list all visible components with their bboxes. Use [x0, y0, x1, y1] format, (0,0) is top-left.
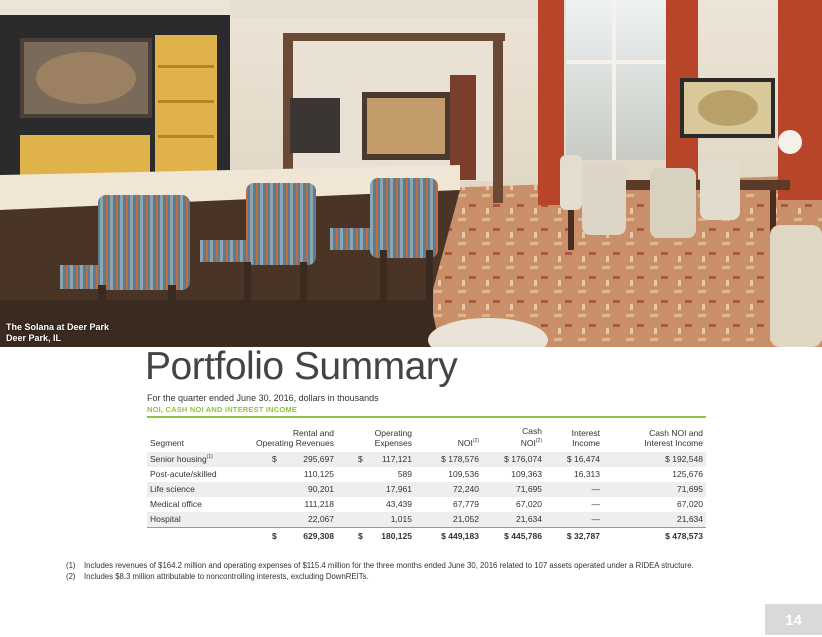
noi-cell: 109,536	[415, 467, 482, 482]
cash-noi-cell: 109,363	[482, 467, 545, 482]
total-interest-income-cell: $ 32,787	[545, 527, 603, 545]
footnote-2	[66, 572, 706, 582]
interest-income-cell: 16,313	[545, 467, 603, 482]
expenses-cell: 1,015	[337, 512, 415, 528]
segment-cell: Hospital	[147, 512, 239, 528]
table-total-row	[147, 527, 706, 545]
caption-location: The Solana at Deer Park	[6, 322, 110, 332]
page-title: Portfolio Summary	[145, 345, 458, 388]
expenses-cell: $ 117,121	[337, 452, 415, 467]
cash-noi-interest-cell: 67,020	[603, 497, 706, 512]
cash-noi-cell: 67,020	[482, 497, 545, 512]
cash-noi-interest-cell: 71,695	[603, 482, 706, 497]
footnote-text: Includes revenues of $164.2 million and operating expenses of $115.4 million for the three months ended June 30, 2016 related to 107 assets operated under a RIDEA structure.	[84, 561, 694, 570]
total-label-cell	[147, 527, 239, 545]
segment-cell: Life science	[147, 482, 239, 497]
noi-cell: 67,779	[415, 497, 482, 512]
interest-income-cell: $ 16,474	[545, 452, 603, 467]
footnote-1	[66, 561, 706, 571]
footnote-number: (2)	[66, 571, 76, 581]
cash-noi-cell: $ 176,074	[482, 452, 545, 467]
expenses-cell: 589	[337, 467, 415, 482]
noi-cell: $ 178,576	[415, 452, 482, 467]
segment-cell: Medical office	[147, 497, 239, 512]
page-subtitle: For the quarter ended June 30, 2016, dollars in thousands	[147, 393, 379, 403]
footnotes	[66, 561, 706, 582]
total-cash-noi-interest-cell: $ 478,573	[603, 527, 706, 545]
col-header-cash-noi: Cash NOI$^{(2)}$	[520, 426, 542, 448]
col-header-expenses: Operating Expenses	[374, 427, 412, 448]
cash-noi-interest-cell: $ 192,548	[603, 452, 706, 467]
noi-cell: 21,052	[415, 512, 482, 528]
cash-noi-interest-cell: 125,676	[603, 467, 706, 482]
interest-income-cell: —	[545, 497, 603, 512]
cash-noi-interest-cell: 21,634	[603, 512, 706, 528]
expenses-cell: 43,439	[337, 497, 415, 512]
col-header-segment: Segment	[150, 437, 185, 448]
total-cash-noi-cell: $ 445,786	[482, 527, 545, 545]
table-row	[147, 482, 706, 497]
photo-caption	[6, 322, 109, 344]
col-header-cash-noi-interest: Cash NOI and Interest Income	[644, 427, 703, 448]
interest-income-cell: —	[545, 512, 603, 528]
col-header-revenues: Rental and Operating Revenues	[256, 427, 334, 448]
footnote-number: (1)	[66, 561, 76, 570]
revenues-cell: 111,218	[239, 497, 337, 512]
total-noi-cell: $ 449,183	[415, 527, 482, 545]
interest-income-cell: —	[545, 482, 603, 497]
col-header-noi: NOI$^{(2)}$	[457, 437, 479, 448]
section-divider	[147, 416, 706, 418]
expenses-cell: 17,961	[337, 482, 415, 497]
section-label: NOI, CASH NOI AND INTEREST INCOME	[147, 405, 298, 414]
revenues-cell: $ 295,697	[239, 452, 337, 467]
total-expenses-cell: $ 180,125	[337, 527, 415, 545]
cash-noi-cell: 21,634	[482, 512, 545, 528]
page-number-badge: 14	[765, 604, 822, 635]
table-row	[147, 497, 706, 512]
table-row	[147, 452, 706, 467]
table-row	[147, 512, 706, 528]
revenues-cell: 22,067	[239, 512, 337, 528]
cash-noi-cell: 71,695	[482, 482, 545, 497]
table-header-row	[147, 426, 706, 452]
revenues-cell: 110,125	[239, 467, 337, 482]
segment-cell: Post-acute/skilled	[147, 467, 239, 482]
col-header-interest-income: Interest Income	[571, 427, 600, 448]
footnote-text: Includes $8.3 million attributable to noncontrolling interests, excluding DownREITs.	[84, 571, 369, 581]
total-revenues-cell: $ 629,308	[239, 527, 337, 545]
noi-cell: 72,240	[415, 482, 482, 497]
portfolio-summary-table	[147, 426, 706, 545]
segment-cell: Senior housing$^{(1)}$	[147, 452, 239, 467]
caption-city: Deer Park, IL	[6, 333, 62, 343]
table-row	[147, 467, 706, 482]
revenues-cell: 90,201	[239, 482, 337, 497]
